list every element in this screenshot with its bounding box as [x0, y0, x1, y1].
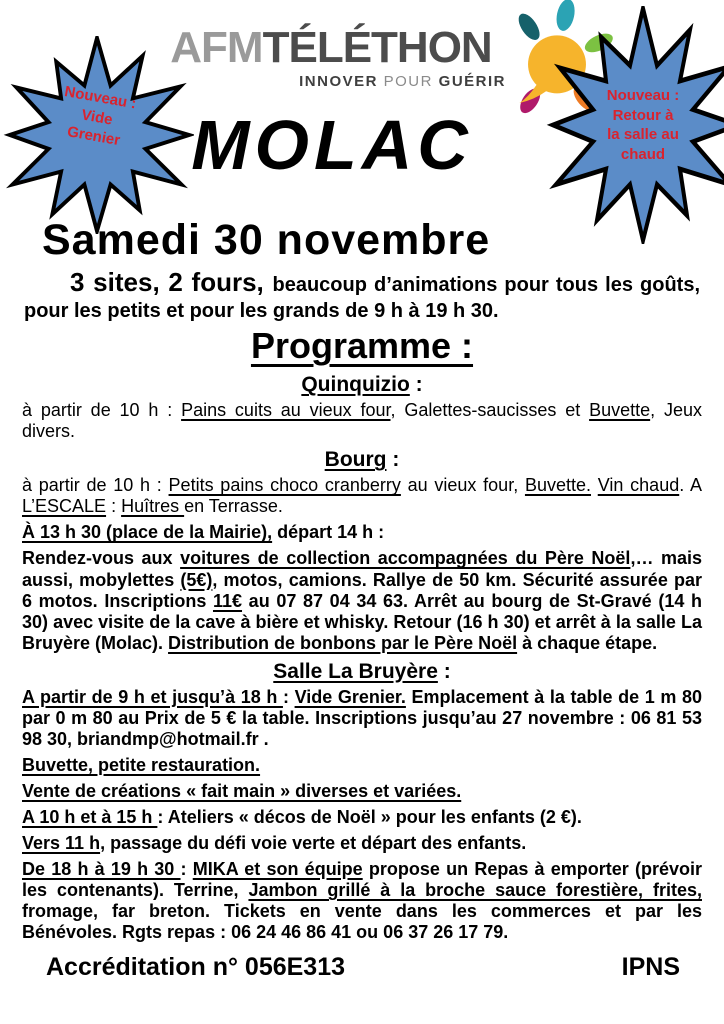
tagline-pour: POUR	[377, 73, 439, 90]
logo-telethon-text: TÉLÉTHON	[262, 23, 492, 72]
section-paragraph: A 10 h et à 15 h : Ateliers « décos de Noël » pour les enfants (2 €).	[22, 806, 582, 827]
sun-ray-upper-left-icon	[514, 10, 543, 43]
section-salle-la-bruyere	[0, 660, 724, 944]
section-paragraph: à partir de 10 h : Petits pains choco cranberry au vieux four, Buvette. Vin chaud. A L’ESCALE : Huîtres en Terrasse.	[22, 475, 702, 517]
burst-line: chaud	[620, 145, 666, 163]
logo-wordmark	[148, 23, 514, 72]
programme-label: Programme :	[250, 325, 474, 367]
section-paragraph: À 13 h 30 (place de la Mairie), départ 14 h :	[22, 522, 385, 543]
section-paragraph: De 18 h à 19 h 30 : MIKA et son équipe propose un Repas à emporter (prévoir les contenants). Terrine, Jambon grillé à la broche sauce forestière, frites, fromage, far breton. Tickets en vente dans les commerces et par les Bénévoles. Rgts repas : 06 24 46 86 41 ou 06 37 26 17 79.	[22, 859, 703, 943]
ipns-text: IPNS	[621, 953, 680, 982]
section-quinquizio	[0, 373, 724, 442]
logo-afm-text: AFM	[170, 23, 263, 72]
section-mairie-rallye	[0, 522, 724, 653]
poster-footer	[46, 953, 680, 982]
section-paragraph: à partir de 10 h : Pains cuits au vieux four, Galettes-saucisses et Buvette, Jeux divers.	[22, 400, 702, 442]
section-heading: Salle La Bruyère :	[273, 659, 451, 683]
accreditation-text: Accréditation n° 056E313	[46, 953, 346, 982]
section-paragraph: Rendez-vous aux voitures de collection accompagnées du Père Noël,… mais aussi, mobylettes (5€), motos, camions. Rallye de 50 km. Sécurité assurée par 6 motos. Inscriptions 11€ au 07 87 04 34 63. Arrêt au bourg de St-Gravé (14 h 30) avec visite de la cave à bière et whisky. Retour (16 h 30) et arrêt à la salle La Bruyère (Molac). Distribution de bonbons par le Père Noël à chaque étape.	[22, 548, 702, 653]
burst-line: Vide	[80, 105, 114, 129]
burst-line: Nouveau :	[63, 83, 138, 113]
poster-header	[0, 0, 724, 214]
section-heading: Quinquizio :	[301, 373, 423, 397]
burst-line: Grenier	[65, 123, 122, 150]
afm-telethon-logo	[148, 23, 514, 90]
section-bourg	[0, 448, 724, 517]
programme-heading	[0, 325, 724, 367]
section-paragraph: Buvette, petite restauration.	[22, 754, 261, 775]
logo-tagline	[148, 73, 514, 90]
burst-line: Retour à	[612, 106, 674, 124]
city-title: MOLAC	[191, 106, 473, 184]
tagline-guerir: GUÉRIR	[438, 73, 506, 90]
section-paragraph: Vente de créations « fait main » diverses et variées.	[22, 780, 462, 801]
section-paragraph: Vers 11 h, passage du défi voie verte et départ des enfants.	[22, 833, 527, 853]
date-title: Samedi 30 novembre	[42, 216, 491, 264]
intro-text: 3 sites, 2 fours, beaucoup d’animations pour tous les goûts, pour les petits et pour les grands de 9 h à 19 h 30.	[24, 267, 700, 322]
burst-line: la salle au	[607, 126, 679, 143]
section-heading: Bourg :	[324, 448, 400, 472]
burst-line: Nouveau :	[606, 87, 680, 104]
tagline-innover: INNOVER	[299, 73, 378, 90]
section-paragraph: A partir de 9 h et jusqu’à 18 h : Vide Grenier. Emplacement à la table de 1 m 80 par 0 m 80 au Prix de 5 € la table. Inscriptions jusqu’au 27 novembre : 06 81 53 98 30, briandmp@hotmail.fr .	[22, 686, 702, 749]
